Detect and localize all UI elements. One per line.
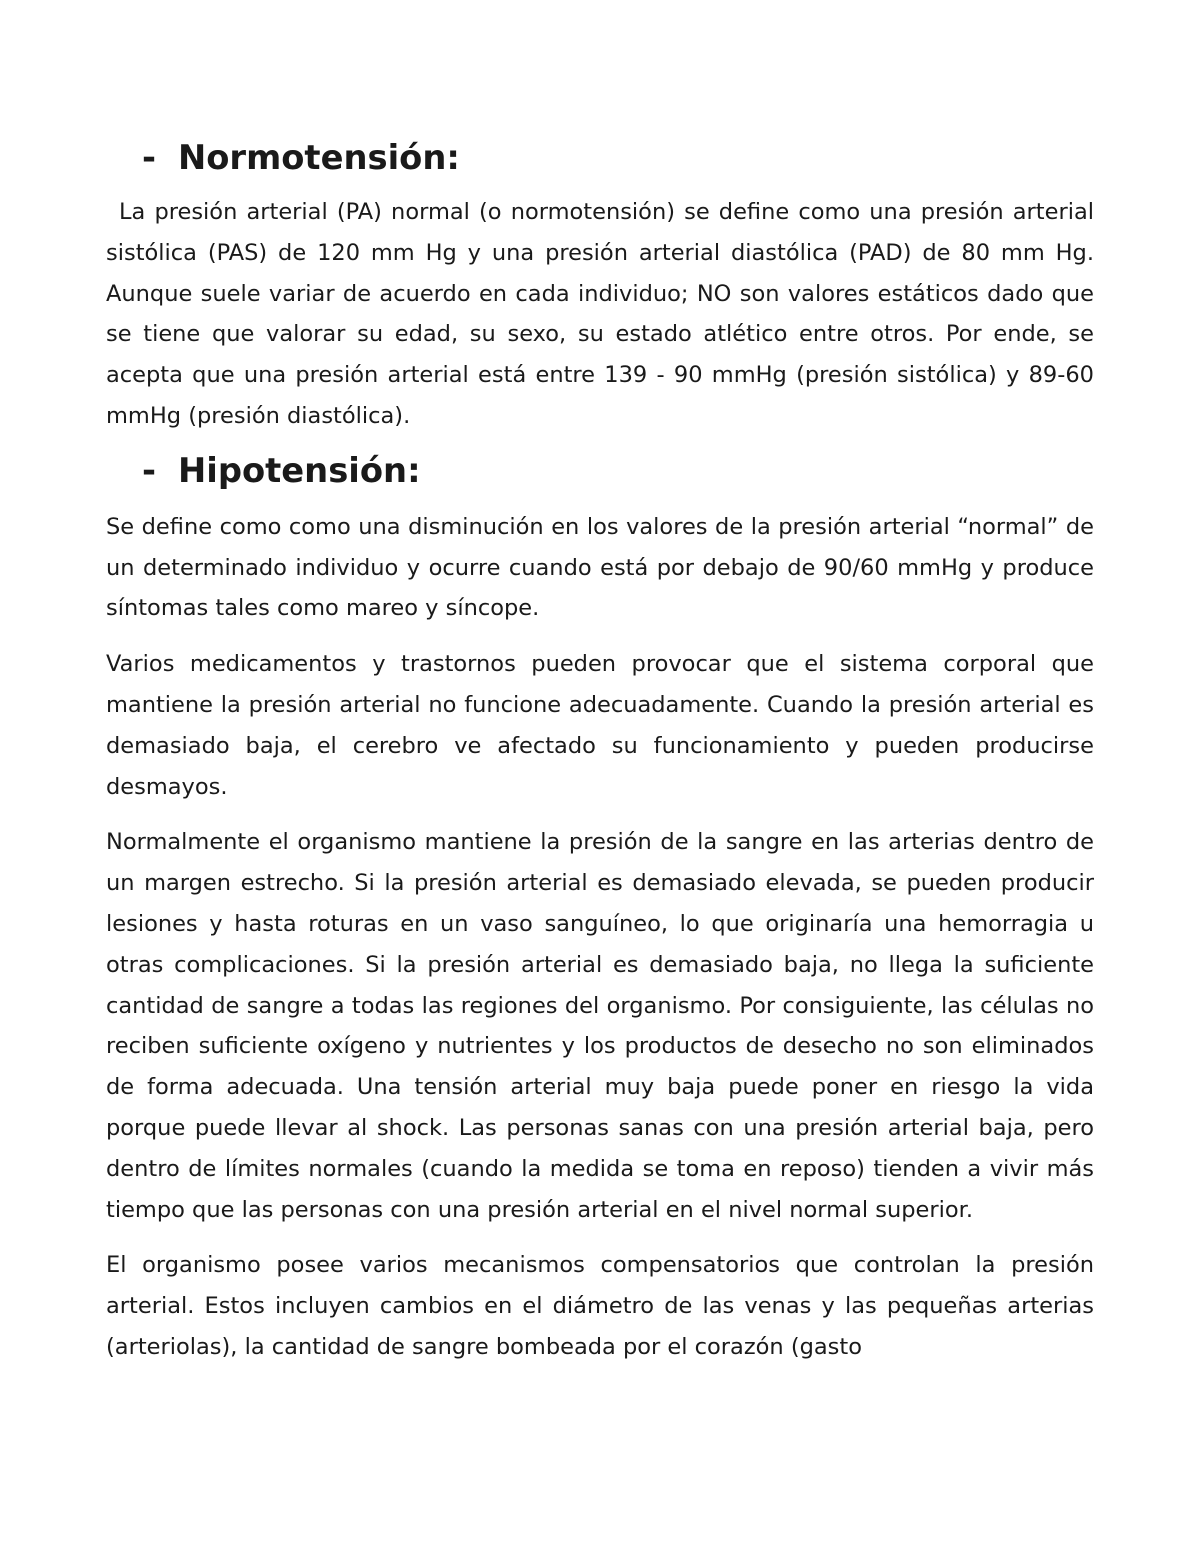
heading-text: Normotensión: <box>178 138 460 177</box>
bullet-dash: - <box>142 138 157 177</box>
paragraph-hipotension-definition: Se define como como una disminución en los valores de la presión arterial “normal” de un determinado individuo y ocurre cuando está por debajo de 90/60 mmHg y produce síntomas tales como mareo y síncope. <box>106 513 1094 622</box>
document-page <box>106 138 1094 1368</box>
paragraph-organism-pressure: Normalmente el organismo mantiene la presión de la sangre en las arterias dentro de un margen estrecho. Si la presión arterial es demasiado elevada, se pueden producir lesiones y hasta roturas en un vaso sanguíneo, lo que originaría una hemorragia u otras complicaciones. Si la presión arterial es demasiado baja, no llega la suficiente cantidad de sangre a todas las regiones del organismo. Por consiguiente, las células no reciben suficiente oxígeno y nutrientes y los productos de desecho no son eliminados de forma adecuada. Una tensión arterial muy baja puede poner en riesgo la vida porque puede llevar al shock. Las personas sanas con una presión arterial baja, pero dentro de límites normales (cuando la medida se toma en reposo) tienden a vivir más tiempo que las personas con una presión arterial en el nivel normal superior. <box>106 829 1094 1223</box>
section-heading-normotension <box>106 138 1094 178</box>
paragraph-normotension-definition: La presión arterial (PA) normal (o normotensión) se define como una presión arterial sistólica (PAS) de 120 mm Hg y una presión arterial diastólica (PAD) de 80 mm Hg. Aunque suele variar de acuerdo en cada individuo; NO son valores estáticos dado que se tiene que valorar su edad, su sexo, su estado atlético entre otros. Por ende, se acepta que una presión arterial está entre 139 - 90 mmHg (presión sistólica) y 89-60 mmHg (presión diastólica). <box>106 199 1094 429</box>
heading-text: Hipotensión: <box>178 450 421 490</box>
paragraph-medications: Varios medicamentos y trastornos pueden provocar que el sistema corporal que mantiene la presión arterial no funcione adecuadamente. Cuando la presión arterial es demasiado baja, el cerebro ve afectado su funcionamiento y pueden producirse desmayos. <box>106 651 1094 800</box>
bullet-dash: - <box>142 450 157 490</box>
paragraph-compensatory-mechanisms: El organismo posee varios mecanismos compensatorios que controlan la presión arterial. Estos incluyen cambios en el diámetro de las venas y las pequeñas arterias (arteriolas), la cantidad de sangre bombeada por el corazón (gasto <box>106 1252 1094 1360</box>
section-heading-hipotension <box>106 451 1094 491</box>
